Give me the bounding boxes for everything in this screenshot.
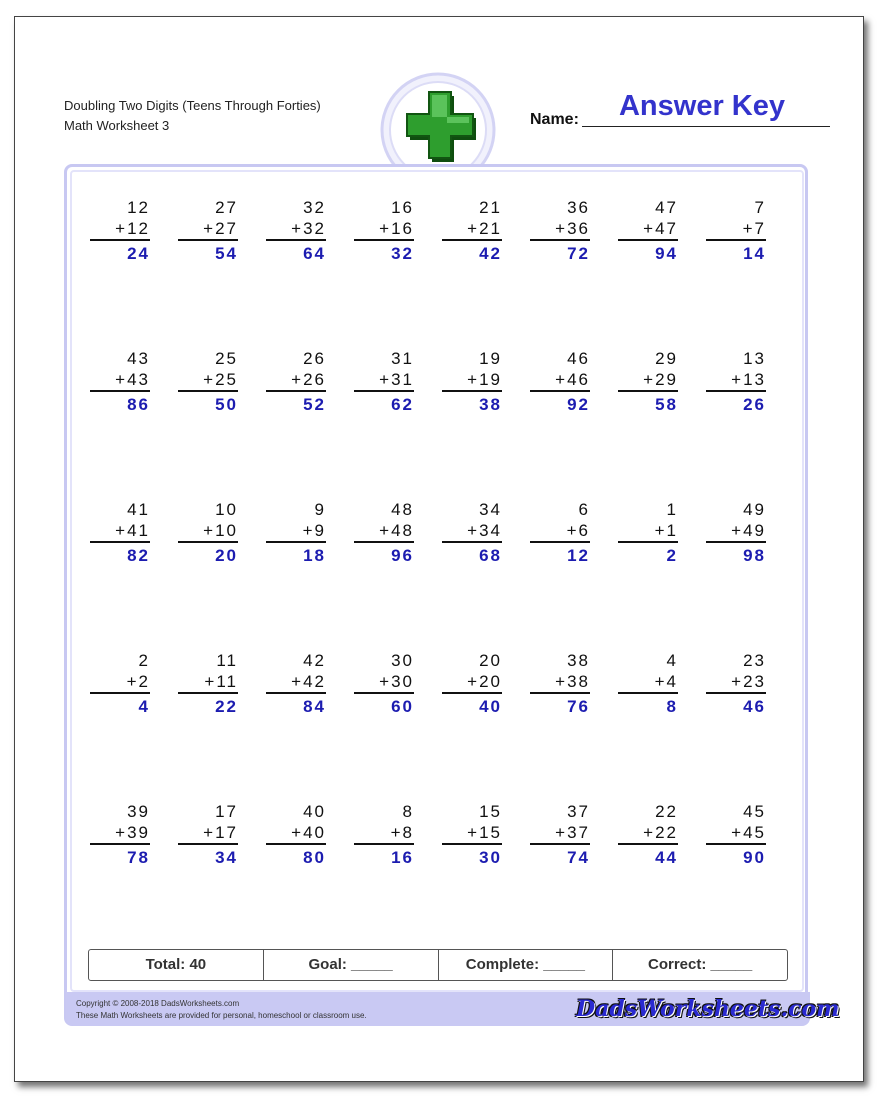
problem-answer: 46 xyxy=(743,697,766,716)
problem-addend: +42 xyxy=(291,672,326,691)
problem-top-number: 46 xyxy=(567,349,590,368)
problem-addend: +34 xyxy=(467,521,502,540)
problem-item xyxy=(268,499,326,567)
problem-addend: +48 xyxy=(379,521,414,540)
problem-answer: 40 xyxy=(479,697,502,716)
problem-answer: 94 xyxy=(655,244,678,263)
problem-answer: 38 xyxy=(479,395,502,414)
problem-item xyxy=(356,801,414,869)
problem-addend: +29 xyxy=(643,370,678,389)
problem-addend: +32 xyxy=(291,219,326,238)
problem-addend: +26 xyxy=(291,370,326,389)
problem-top-number: 22 xyxy=(655,802,678,821)
problem-top-number: 12 xyxy=(127,198,150,217)
problem-answer: 76 xyxy=(567,697,590,716)
problem-addend: +2 xyxy=(126,672,150,691)
copyright-line: Copyright © 2008-2018 DadsWorksheets.com xyxy=(76,999,240,1008)
problem-item xyxy=(620,499,678,567)
problem-top-number: 31 xyxy=(391,349,414,368)
problem-top-number: 29 xyxy=(655,349,678,368)
problem-top-number: 15 xyxy=(479,802,502,821)
problem-answer: 50 xyxy=(215,395,238,414)
problem-answer: 34 xyxy=(215,848,238,867)
problem-top-number: 41 xyxy=(127,500,150,519)
problem-item xyxy=(532,801,590,869)
problem-item xyxy=(268,348,326,416)
problem-addend: +21 xyxy=(467,219,502,238)
problem-top-number: 1 xyxy=(666,500,678,519)
problem-top-number: 25 xyxy=(215,349,238,368)
problem-addend: +23 xyxy=(731,672,766,691)
correct-field: Correct: _____ xyxy=(648,956,753,973)
problem-answer: 22 xyxy=(215,697,238,716)
problem-item xyxy=(444,650,502,718)
problem-addend: +38 xyxy=(555,672,590,691)
problem-top-number: 19 xyxy=(479,349,502,368)
problem-item xyxy=(180,499,238,567)
problem-top-number: 43 xyxy=(127,349,150,368)
problem-top-number: 10 xyxy=(215,500,238,519)
problem-addend: +46 xyxy=(555,370,590,389)
problem-item xyxy=(444,348,502,416)
problem-top-number: 34 xyxy=(479,500,502,519)
problem-item xyxy=(92,650,150,718)
problem-item xyxy=(620,801,678,869)
problem-addend: +16 xyxy=(379,219,414,238)
problem-answer: 98 xyxy=(743,546,766,565)
problem-item xyxy=(620,197,678,265)
score-bar xyxy=(88,949,788,981)
problem-top-number: 40 xyxy=(303,802,326,821)
problem-answer: 26 xyxy=(743,395,766,414)
problem-top-number: 16 xyxy=(391,198,414,217)
problem-answer: 82 xyxy=(127,546,150,565)
problem-answer: 54 xyxy=(215,244,238,263)
problem-item xyxy=(92,348,150,416)
problem-item xyxy=(92,499,150,567)
problem-addend: +39 xyxy=(115,823,150,842)
title-line-2: Math Worksheet 3 xyxy=(64,118,170,133)
problem-addend: +40 xyxy=(291,823,326,842)
problem-item xyxy=(532,650,590,718)
problem-item xyxy=(356,348,414,416)
problem-answer: 68 xyxy=(479,546,502,565)
problem-answer: 86 xyxy=(127,395,150,414)
problem-item xyxy=(708,499,766,567)
problem-item xyxy=(268,197,326,265)
problem-answer: 52 xyxy=(303,395,326,414)
problem-top-number: 42 xyxy=(303,651,326,670)
problem-item xyxy=(708,650,766,718)
problem-top-number: 8 xyxy=(402,802,414,821)
problem-answer: 12 xyxy=(567,546,590,565)
problem-top-number: 21 xyxy=(479,198,502,217)
problem-answer: 18 xyxy=(303,546,326,565)
title-line-1: Doubling Two Digits (Teens Through Forties) xyxy=(64,98,321,113)
problem-item xyxy=(180,650,238,718)
problem-addend: +7 xyxy=(742,219,766,238)
problem-addend: +47 xyxy=(643,219,678,238)
problem-addend: +30 xyxy=(379,672,414,691)
problem-top-number: 11 xyxy=(216,651,238,670)
problem-item xyxy=(444,197,502,265)
problem-answer: 78 xyxy=(127,848,150,867)
problem-answer: 84 xyxy=(303,697,326,716)
problem-answer: 32 xyxy=(391,244,414,263)
problem-item xyxy=(620,650,678,718)
problem-answer: 92 xyxy=(567,395,590,414)
problem-top-number: 4 xyxy=(666,651,678,670)
problem-top-number: 26 xyxy=(303,349,326,368)
problem-addend: +11 xyxy=(204,672,238,691)
problem-answer: 24 xyxy=(127,244,150,263)
problem-answer: 20 xyxy=(215,546,238,565)
problem-addend: +41 xyxy=(115,521,150,540)
problem-addend: +10 xyxy=(203,521,238,540)
problem-item xyxy=(268,801,326,869)
problem-top-number: 13 xyxy=(743,349,766,368)
problem-addend: +8 xyxy=(390,823,414,842)
problem-item xyxy=(444,801,502,869)
problem-answer: 74 xyxy=(567,848,590,867)
problem-addend: +13 xyxy=(731,370,766,389)
problem-addend: +27 xyxy=(203,219,238,238)
problem-top-number: 7 xyxy=(754,198,766,217)
problem-top-number: 45 xyxy=(743,802,766,821)
problem-addend: +49 xyxy=(731,521,766,540)
problem-top-number: 49 xyxy=(743,500,766,519)
total-count: Total: 40 xyxy=(89,950,264,980)
problem-top-number: 23 xyxy=(743,651,766,670)
problem-item xyxy=(268,650,326,718)
worksheet-title xyxy=(64,96,321,136)
problem-answer: 16 xyxy=(391,848,414,867)
problem-addend: +22 xyxy=(643,823,678,842)
problem-item xyxy=(532,197,590,265)
problem-answer: 14 xyxy=(743,244,766,263)
problem-addend: +9 xyxy=(302,521,326,540)
problem-top-number: 2 xyxy=(138,651,150,670)
problem-item xyxy=(532,499,590,567)
problem-answer: 96 xyxy=(391,546,414,565)
problem-item xyxy=(356,499,414,567)
problem-answer: 90 xyxy=(743,848,766,867)
problem-item xyxy=(180,801,238,869)
problem-addend: +31 xyxy=(379,370,414,389)
problem-item xyxy=(356,650,414,718)
problem-addend: +19 xyxy=(467,370,502,389)
problem-item xyxy=(708,348,766,416)
problem-answer: 60 xyxy=(391,697,414,716)
problem-top-number: 48 xyxy=(391,500,414,519)
problem-item xyxy=(92,801,150,869)
problem-answer: 64 xyxy=(303,244,326,263)
problem-addend: +12 xyxy=(115,219,150,238)
problem-addend: +25 xyxy=(203,370,238,389)
problem-answer: 2 xyxy=(666,546,678,565)
problem-item xyxy=(708,197,766,265)
complete-field: Complete: _____ xyxy=(439,950,614,980)
problem-addend: +4 xyxy=(654,672,678,691)
goal-field: Goal: _____ xyxy=(264,950,439,980)
problem-addend: +20 xyxy=(467,672,502,691)
problem-addend: +6 xyxy=(566,521,590,540)
problem-item xyxy=(92,197,150,265)
problem-top-number: 37 xyxy=(567,802,590,821)
problem-addend: +45 xyxy=(731,823,766,842)
problem-answer: 8 xyxy=(666,697,678,716)
usage-notice: These Math Worksheets are provided for personal, homeschool or classroom use. xyxy=(76,1011,367,1020)
problem-top-number: 17 xyxy=(215,802,238,821)
problem-top-number: 27 xyxy=(215,198,238,217)
problem-addend: +1 xyxy=(654,521,678,540)
brand-logo: DadsWorksheets.com xyxy=(576,996,840,1022)
problem-addend: +36 xyxy=(555,219,590,238)
problem-addend: +15 xyxy=(467,823,502,842)
problem-item xyxy=(356,197,414,265)
problem-top-number: 30 xyxy=(391,651,414,670)
name-label: Name: xyxy=(530,111,579,128)
problem-addend: +43 xyxy=(115,370,150,389)
problem-item xyxy=(708,801,766,869)
problem-item xyxy=(532,348,590,416)
problem-answer: 58 xyxy=(655,395,678,414)
problem-addend: +37 xyxy=(555,823,590,842)
problem-top-number: 39 xyxy=(127,802,150,821)
problem-item xyxy=(180,348,238,416)
problem-answer: 62 xyxy=(391,395,414,414)
problem-top-number: 47 xyxy=(655,198,678,217)
problem-answer: 72 xyxy=(567,244,590,263)
problem-item xyxy=(620,348,678,416)
problem-top-number: 32 xyxy=(303,198,326,217)
problem-top-number: 20 xyxy=(479,651,502,670)
problem-addend: +17 xyxy=(203,823,238,842)
problem-item xyxy=(180,197,238,265)
problem-answer: 30 xyxy=(479,848,502,867)
copyright-text xyxy=(76,998,367,1022)
problem-top-number: 36 xyxy=(567,198,590,217)
answer-key-text: Answer Key xyxy=(618,90,785,122)
problem-answer: 4 xyxy=(138,697,150,716)
problem-answer: 44 xyxy=(655,848,678,867)
problem-top-number: 6 xyxy=(578,500,590,519)
name-line xyxy=(582,126,830,127)
problem-top-number: 38 xyxy=(567,651,590,670)
problem-answer: 42 xyxy=(479,244,502,263)
problem-item xyxy=(444,499,502,567)
problem-answer: 80 xyxy=(303,848,326,867)
problem-top-number: 9 xyxy=(314,500,326,519)
